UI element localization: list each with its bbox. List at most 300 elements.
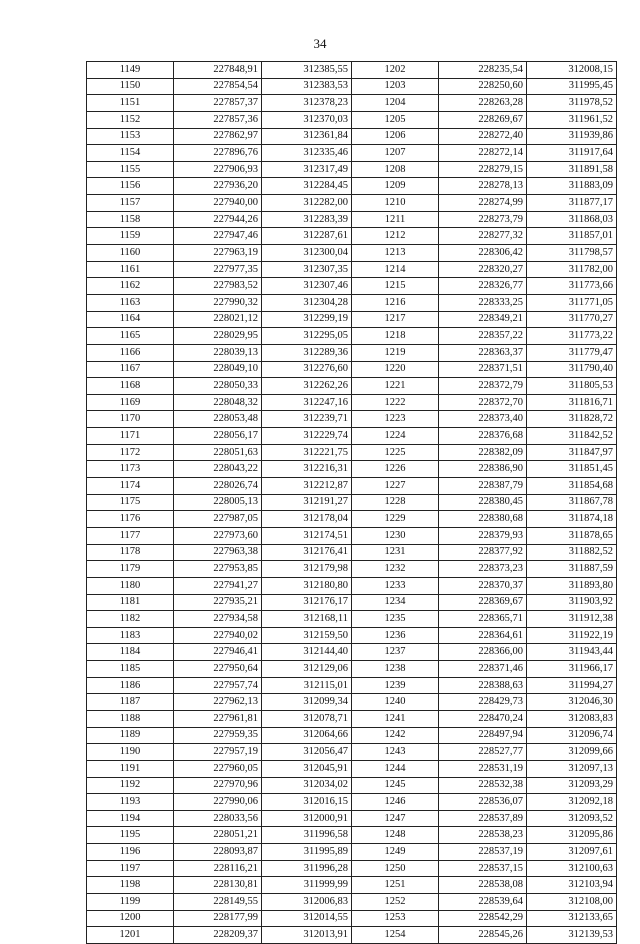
x-coordinate-left: 227990,32 — [174, 294, 262, 311]
y-coordinate-right: 311883,09 — [527, 178, 617, 195]
point-number-left: 1169 — [87, 394, 174, 411]
y-coordinate-left: 312159,50 — [262, 627, 352, 644]
table-row — [87, 111, 617, 128]
point-number-left: 1155 — [87, 161, 174, 178]
y-coordinate-left: 312216,31 — [262, 461, 352, 478]
table-row — [87, 161, 617, 178]
table-row — [87, 294, 617, 311]
x-coordinate-left: 227950,64 — [174, 661, 262, 678]
table-row — [87, 844, 617, 861]
point-number-right: 1204 — [352, 95, 439, 112]
y-coordinate-left: 312014,55 — [262, 910, 352, 927]
x-coordinate-left: 227973,60 — [174, 527, 262, 544]
table-row — [87, 644, 617, 661]
point-number-right: 1205 — [352, 111, 439, 128]
point-number-right: 1226 — [352, 461, 439, 478]
table-row — [87, 494, 617, 511]
y-coordinate-right: 311882,52 — [527, 544, 617, 561]
x-coordinate-left: 228049,10 — [174, 361, 262, 378]
y-coordinate-right: 312008,15 — [527, 62, 617, 79]
table-row — [87, 677, 617, 694]
table-row — [87, 877, 617, 894]
point-number-right: 1237 — [352, 644, 439, 661]
y-coordinate-right: 311995,45 — [527, 78, 617, 95]
x-coordinate-right: 228333,25 — [439, 294, 527, 311]
x-coordinate-right: 228379,93 — [439, 527, 527, 544]
y-coordinate-left: 312307,35 — [262, 261, 352, 278]
point-number-right: 1230 — [352, 527, 439, 544]
x-coordinate-left: 227896,76 — [174, 145, 262, 162]
y-coordinate-right: 311867,78 — [527, 494, 617, 511]
x-coordinate-left: 228053,48 — [174, 411, 262, 428]
table-row — [87, 411, 617, 428]
point-number-right: 1240 — [352, 694, 439, 711]
point-number-right: 1211 — [352, 211, 439, 228]
x-coordinate-left: 228005,13 — [174, 494, 262, 511]
y-coordinate-right: 311874,18 — [527, 511, 617, 528]
x-coordinate-right: 228429,73 — [439, 694, 527, 711]
y-coordinate-left: 312221,75 — [262, 444, 352, 461]
x-coordinate-right: 228380,45 — [439, 494, 527, 511]
point-number-left: 1200 — [87, 910, 174, 927]
point-number-right: 1207 — [352, 145, 439, 162]
y-coordinate-right: 312097,61 — [527, 844, 617, 861]
x-coordinate-right: 228538,23 — [439, 827, 527, 844]
table-row — [87, 561, 617, 578]
table-row — [87, 810, 617, 827]
point-number-right: 1244 — [352, 760, 439, 777]
y-coordinate-right: 311847,97 — [527, 444, 617, 461]
y-coordinate-left: 311996,58 — [262, 827, 352, 844]
point-number-left: 1149 — [87, 62, 174, 79]
x-coordinate-right: 228382,09 — [439, 444, 527, 461]
point-number-right: 1246 — [352, 794, 439, 811]
x-coordinate-right: 228539,64 — [439, 894, 527, 911]
point-number-right: 1221 — [352, 378, 439, 395]
x-coordinate-left: 227953,85 — [174, 561, 262, 578]
point-number-left: 1174 — [87, 478, 174, 495]
x-coordinate-left: 228029,95 — [174, 328, 262, 345]
x-coordinate-right: 228269,67 — [439, 111, 527, 128]
y-coordinate-right: 312108,00 — [527, 894, 617, 911]
point-number-left: 1166 — [87, 344, 174, 361]
x-coordinate-right: 228371,51 — [439, 361, 527, 378]
y-coordinate-left: 312239,71 — [262, 411, 352, 428]
y-coordinate-right: 312097,13 — [527, 760, 617, 777]
x-coordinate-left: 228177,99 — [174, 910, 262, 927]
point-number-right: 1227 — [352, 478, 439, 495]
y-coordinate-right: 311842,52 — [527, 428, 617, 445]
point-number-right: 1202 — [352, 62, 439, 79]
point-number-left: 1190 — [87, 744, 174, 761]
y-coordinate-right: 312092,18 — [527, 794, 617, 811]
x-coordinate-right: 228272,14 — [439, 145, 527, 162]
point-number-left: 1160 — [87, 245, 174, 262]
x-coordinate-left: 228033,56 — [174, 810, 262, 827]
x-coordinate-left: 228149,55 — [174, 894, 262, 911]
x-coordinate-left: 227977,35 — [174, 261, 262, 278]
point-number-left: 1181 — [87, 594, 174, 611]
x-coordinate-right: 228349,21 — [439, 311, 527, 328]
point-number-right: 1243 — [352, 744, 439, 761]
y-coordinate-right: 311877,17 — [527, 195, 617, 212]
y-coordinate-right: 311994,27 — [527, 677, 617, 694]
y-coordinate-right: 311943,44 — [527, 644, 617, 661]
point-number-right: 1253 — [352, 910, 439, 927]
point-number-right: 1242 — [352, 727, 439, 744]
point-number-right: 1212 — [352, 228, 439, 245]
x-coordinate-right: 228273,79 — [439, 211, 527, 228]
y-coordinate-left: 312229,74 — [262, 428, 352, 445]
x-coordinate-right: 228366,00 — [439, 644, 527, 661]
x-coordinate-left: 227940,00 — [174, 195, 262, 212]
point-number-right: 1216 — [352, 294, 439, 311]
y-coordinate-right: 311978,52 — [527, 95, 617, 112]
point-number-left: 1162 — [87, 278, 174, 295]
table-row — [87, 511, 617, 528]
y-coordinate-right: 311773,66 — [527, 278, 617, 295]
x-coordinate-right: 228377,92 — [439, 544, 527, 561]
point-number-left: 1165 — [87, 328, 174, 345]
x-coordinate-left: 227944,26 — [174, 211, 262, 228]
table-row — [87, 228, 617, 245]
y-coordinate-left: 312307,46 — [262, 278, 352, 295]
table-row — [87, 527, 617, 544]
y-coordinate-right: 311790,40 — [527, 361, 617, 378]
table-row — [87, 694, 617, 711]
y-coordinate-right: 311779,47 — [527, 344, 617, 361]
table-row — [87, 128, 617, 145]
x-coordinate-left: 228048,32 — [174, 394, 262, 411]
point-number-left: 1159 — [87, 228, 174, 245]
x-coordinate-left: 227963,19 — [174, 245, 262, 262]
point-number-left: 1168 — [87, 378, 174, 395]
point-number-right: 1241 — [352, 710, 439, 727]
x-coordinate-right: 228326,77 — [439, 278, 527, 295]
y-coordinate-right: 311887,59 — [527, 561, 617, 578]
x-coordinate-right: 228497,94 — [439, 727, 527, 744]
point-number-right: 1217 — [352, 311, 439, 328]
x-coordinate-left: 227947,46 — [174, 228, 262, 245]
point-number-left: 1182 — [87, 611, 174, 628]
y-coordinate-left: 312282,00 — [262, 195, 352, 212]
y-coordinate-left: 312276,60 — [262, 361, 352, 378]
y-coordinate-right: 311893,80 — [527, 577, 617, 594]
y-coordinate-left: 312212,87 — [262, 478, 352, 495]
y-coordinate-left: 312295,05 — [262, 328, 352, 345]
y-coordinate-right: 311878,65 — [527, 527, 617, 544]
y-coordinate-left: 312284,45 — [262, 178, 352, 195]
y-coordinate-right: 311891,58 — [527, 161, 617, 178]
x-coordinate-left: 227906,93 — [174, 161, 262, 178]
point-number-left: 1153 — [87, 128, 174, 145]
point-number-left: 1188 — [87, 710, 174, 727]
y-coordinate-left: 312304,28 — [262, 294, 352, 311]
x-coordinate-left: 227983,52 — [174, 278, 262, 295]
x-coordinate-right: 228372,70 — [439, 394, 527, 411]
table-row — [87, 328, 617, 345]
y-coordinate-left: 311996,28 — [262, 860, 352, 877]
point-number-left: 1193 — [87, 794, 174, 811]
point-number-right: 1213 — [352, 245, 439, 262]
table-row — [87, 661, 617, 678]
y-coordinate-left: 312045,91 — [262, 760, 352, 777]
point-number-left: 1158 — [87, 211, 174, 228]
x-coordinate-right: 228380,68 — [439, 511, 527, 528]
x-coordinate-right: 228537,15 — [439, 860, 527, 877]
coordinates-table — [86, 61, 617, 944]
x-coordinate-left: 227957,19 — [174, 744, 262, 761]
point-number-right: 1252 — [352, 894, 439, 911]
y-coordinate-left: 312378,23 — [262, 95, 352, 112]
x-coordinate-right: 228545,26 — [439, 927, 527, 944]
y-coordinate-right: 312083,83 — [527, 710, 617, 727]
point-number-right: 1249 — [352, 844, 439, 861]
y-coordinate-left: 312370,03 — [262, 111, 352, 128]
x-coordinate-left: 227946,41 — [174, 644, 262, 661]
point-number-right: 1231 — [352, 544, 439, 561]
point-number-left: 1191 — [87, 760, 174, 777]
x-coordinate-left: 227959,35 — [174, 727, 262, 744]
point-number-left: 1151 — [87, 95, 174, 112]
point-number-right: 1234 — [352, 594, 439, 611]
x-coordinate-right: 228274,99 — [439, 195, 527, 212]
y-coordinate-left: 312000,91 — [262, 810, 352, 827]
x-coordinate-right: 228537,19 — [439, 844, 527, 861]
table-row — [87, 910, 617, 927]
y-coordinate-right: 312103,94 — [527, 877, 617, 894]
point-number-left: 1164 — [87, 311, 174, 328]
table-row — [87, 428, 617, 445]
x-coordinate-right: 228537,89 — [439, 810, 527, 827]
y-coordinate-right: 311922,19 — [527, 627, 617, 644]
x-coordinate-right: 228365,71 — [439, 611, 527, 628]
x-coordinate-left: 228056,17 — [174, 428, 262, 445]
point-number-left: 1201 — [87, 927, 174, 944]
point-number-left: 1154 — [87, 145, 174, 162]
table-row — [87, 710, 617, 727]
point-number-right: 1222 — [352, 394, 439, 411]
point-number-left: 1196 — [87, 844, 174, 861]
point-number-right: 1250 — [352, 860, 439, 877]
y-coordinate-right: 312093,29 — [527, 777, 617, 794]
point-number-left: 1150 — [87, 78, 174, 95]
point-number-right: 1238 — [352, 661, 439, 678]
y-coordinate-left: 312289,36 — [262, 344, 352, 361]
table-row — [87, 744, 617, 761]
y-coordinate-left: 312064,66 — [262, 727, 352, 744]
table-row — [87, 927, 617, 944]
y-coordinate-right: 312133,65 — [527, 910, 617, 927]
point-number-left: 1157 — [87, 195, 174, 212]
point-number-right: 1220 — [352, 361, 439, 378]
y-coordinate-left: 311999,99 — [262, 877, 352, 894]
y-coordinate-left: 312262,26 — [262, 378, 352, 395]
table-row — [87, 860, 617, 877]
x-coordinate-left: 228051,21 — [174, 827, 262, 844]
x-coordinate-left: 228043,22 — [174, 461, 262, 478]
x-coordinate-right: 228542,29 — [439, 910, 527, 927]
x-coordinate-right: 228263,28 — [439, 95, 527, 112]
point-number-right: 1225 — [352, 444, 439, 461]
x-coordinate-right: 228369,67 — [439, 594, 527, 611]
table-row — [87, 311, 617, 328]
table-row — [87, 794, 617, 811]
point-number-left: 1163 — [87, 294, 174, 311]
table-row — [87, 760, 617, 777]
point-number-left: 1189 — [87, 727, 174, 744]
y-coordinate-left: 312247,16 — [262, 394, 352, 411]
point-number-right: 1203 — [352, 78, 439, 95]
x-coordinate-left: 228021,12 — [174, 311, 262, 328]
y-coordinate-right: 311782,00 — [527, 261, 617, 278]
y-coordinate-right: 312095,86 — [527, 827, 617, 844]
x-coordinate-left: 227990,06 — [174, 794, 262, 811]
point-number-right: 1218 — [352, 328, 439, 345]
x-coordinate-right: 228306,42 — [439, 245, 527, 262]
y-coordinate-right: 311851,45 — [527, 461, 617, 478]
y-coordinate-right: 311857,01 — [527, 228, 617, 245]
point-number-right: 1210 — [352, 195, 439, 212]
y-coordinate-right: 312099,66 — [527, 744, 617, 761]
y-coordinate-right: 311828,72 — [527, 411, 617, 428]
y-coordinate-left: 312056,47 — [262, 744, 352, 761]
table-row — [87, 145, 617, 162]
y-coordinate-right: 311773,22 — [527, 328, 617, 345]
point-number-left: 1161 — [87, 261, 174, 278]
y-coordinate-left: 312176,17 — [262, 594, 352, 611]
x-coordinate-left: 227854,54 — [174, 78, 262, 95]
x-coordinate-right: 228279,15 — [439, 161, 527, 178]
point-number-left: 1183 — [87, 627, 174, 644]
y-coordinate-right: 311917,64 — [527, 145, 617, 162]
y-coordinate-left: 312129,06 — [262, 661, 352, 678]
table-row — [87, 361, 617, 378]
point-number-left: 1186 — [87, 677, 174, 694]
x-coordinate-right: 228371,46 — [439, 661, 527, 678]
point-number-left: 1175 — [87, 494, 174, 511]
x-coordinate-left: 227934,58 — [174, 611, 262, 628]
y-coordinate-left: 312144,40 — [262, 644, 352, 661]
point-number-right: 1239 — [352, 677, 439, 694]
x-coordinate-left: 227857,36 — [174, 111, 262, 128]
y-coordinate-right: 311939,86 — [527, 128, 617, 145]
table-row — [87, 62, 617, 79]
point-number-left: 1194 — [87, 810, 174, 827]
table-row — [87, 544, 617, 561]
point-number-right: 1214 — [352, 261, 439, 278]
x-coordinate-right: 228272,40 — [439, 128, 527, 145]
point-number-left: 1180 — [87, 577, 174, 594]
y-coordinate-left: 312300,04 — [262, 245, 352, 262]
x-coordinate-left: 227848,91 — [174, 62, 262, 79]
y-coordinate-left: 312317,49 — [262, 161, 352, 178]
point-number-left: 1172 — [87, 444, 174, 461]
point-number-right: 1228 — [352, 494, 439, 511]
y-coordinate-left: 312034,02 — [262, 777, 352, 794]
point-number-right: 1224 — [352, 428, 439, 445]
point-number-left: 1187 — [87, 694, 174, 711]
point-number-left: 1167 — [87, 361, 174, 378]
point-number-left: 1184 — [87, 644, 174, 661]
y-coordinate-right: 311816,71 — [527, 394, 617, 411]
y-coordinate-right: 311771,05 — [527, 294, 617, 311]
y-coordinate-left: 312385,55 — [262, 62, 352, 79]
x-coordinate-left: 227940,02 — [174, 627, 262, 644]
y-coordinate-left: 311995,89 — [262, 844, 352, 861]
x-coordinate-right: 228376,68 — [439, 428, 527, 445]
point-number-left: 1198 — [87, 877, 174, 894]
x-coordinate-right: 228357,22 — [439, 328, 527, 345]
table-row — [87, 478, 617, 495]
point-number-left: 1177 — [87, 527, 174, 544]
x-coordinate-left: 228209,37 — [174, 927, 262, 944]
y-coordinate-right: 312096,74 — [527, 727, 617, 744]
y-coordinate-left: 312006,83 — [262, 894, 352, 911]
x-coordinate-left: 227857,37 — [174, 95, 262, 112]
x-coordinate-left: 227957,74 — [174, 677, 262, 694]
table-row — [87, 461, 617, 478]
y-coordinate-right: 312100,63 — [527, 860, 617, 877]
y-coordinate-left: 312115,01 — [262, 677, 352, 694]
point-number-right: 1254 — [352, 927, 439, 944]
y-coordinate-right: 311798,57 — [527, 245, 617, 262]
point-number-right: 1235 — [352, 611, 439, 628]
x-coordinate-right: 228373,40 — [439, 411, 527, 428]
point-number-left: 1195 — [87, 827, 174, 844]
x-coordinate-right: 228373,23 — [439, 561, 527, 578]
table-row — [87, 577, 617, 594]
y-coordinate-left: 312016,15 — [262, 794, 352, 811]
y-coordinate-right: 311770,27 — [527, 311, 617, 328]
x-coordinate-left: 228116,21 — [174, 860, 262, 877]
x-coordinate-right: 228527,77 — [439, 744, 527, 761]
table-row — [87, 727, 617, 744]
x-coordinate-left: 228051,63 — [174, 444, 262, 461]
point-number-right: 1248 — [352, 827, 439, 844]
point-number-left: 1176 — [87, 511, 174, 528]
x-coordinate-left: 227941,27 — [174, 577, 262, 594]
x-coordinate-left: 227935,21 — [174, 594, 262, 611]
x-coordinate-left: 228130,81 — [174, 877, 262, 894]
y-coordinate-left: 312283,39 — [262, 211, 352, 228]
table-row — [87, 777, 617, 794]
page-number: 34 — [313, 36, 327, 51]
x-coordinate-left: 228050,33 — [174, 378, 262, 395]
table-row — [87, 278, 617, 295]
point-number-right: 1245 — [352, 777, 439, 794]
table-row — [87, 195, 617, 212]
y-coordinate-left: 312099,34 — [262, 694, 352, 711]
x-coordinate-left: 228026,74 — [174, 478, 262, 495]
x-coordinate-left: 227987,05 — [174, 511, 262, 528]
table-row — [87, 444, 617, 461]
y-coordinate-left: 312078,71 — [262, 710, 352, 727]
point-number-left: 1173 — [87, 461, 174, 478]
point-number-left: 1156 — [87, 178, 174, 195]
y-coordinate-left: 312013,91 — [262, 927, 352, 944]
table-row — [87, 378, 617, 395]
point-number-right: 1233 — [352, 577, 439, 594]
y-coordinate-right: 311912,38 — [527, 611, 617, 628]
point-number-left: 1192 — [87, 777, 174, 794]
y-coordinate-right: 311854,68 — [527, 478, 617, 495]
point-number-right: 1215 — [352, 278, 439, 295]
y-coordinate-right: 311903,92 — [527, 594, 617, 611]
table-row — [87, 627, 617, 644]
x-coordinate-right: 228388,63 — [439, 677, 527, 694]
y-coordinate-right: 312046,30 — [527, 694, 617, 711]
